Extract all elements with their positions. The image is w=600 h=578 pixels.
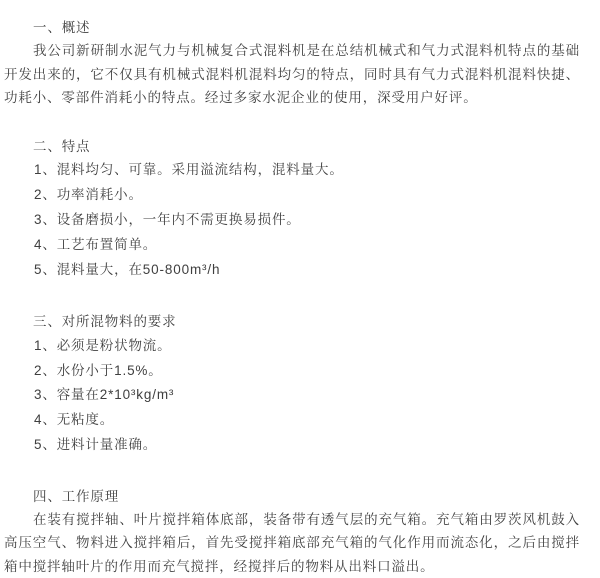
list-item: 1、混料均匀、可靠。采用溢流结构，混料量大。 — [34, 162, 344, 178]
list-item: 2、水份小于1.5%。 — [34, 362, 163, 378]
section-title: 二、特点 — [33, 139, 91, 155]
section-material-requirements — [4, 310, 580, 457]
requirement-list — [4, 334, 580, 458]
section-overview — [4, 16, 580, 109]
section-title: 四、工作原理 — [33, 488, 120, 504]
list-item: 3、设备磨损小，一年内不需更换易损件。 — [34, 212, 301, 228]
feature-list — [4, 158, 580, 282]
section-working-principle — [4, 485, 580, 578]
list-item: 1、必须是粉状物流。 — [34, 337, 172, 353]
list-item: 5、混料量大，在50-800m³/h — [34, 261, 221, 277]
list-item: 4、无粘度。 — [34, 412, 115, 428]
list-item: 2、功率消耗小。 — [34, 187, 143, 203]
section-title: 一、概述 — [33, 20, 91, 35]
list-item: 4、工艺布置简单。 — [34, 236, 158, 252]
paragraph: 我公司新研制水泥气力与机械复合式混料机是在总结机械式和气力式混料机特点的基础开发出来的，它不仅具有机械式混料机混料均匀的特点，同时具有气力式混料机混料快捷、功耗小、零部件消耗小的特点。经过多家水泥企业的使用，深受用户好评。 — [4, 43, 580, 105]
section-title: 三、对所混物料的要求 — [33, 314, 177, 330]
list-item: 5、进料计量准确。 — [34, 436, 158, 452]
section-features — [4, 135, 580, 282]
list-item: 3、容量在2*10³kg/m³ — [34, 387, 175, 403]
paragraph: 在装有搅拌轴、叶片搅拌箱体底部，装备带有透气层的充气箱。充气箱由罗茨风机鼓入高压空气、物料进入搅拌箱后，首先受搅拌箱底部充气箱的气化作用而流态化，之后由搅拌箱中搅拌轴叶片的作用而充气搅拌，经搅拌后的物料从出料口溢出。 — [4, 512, 580, 574]
